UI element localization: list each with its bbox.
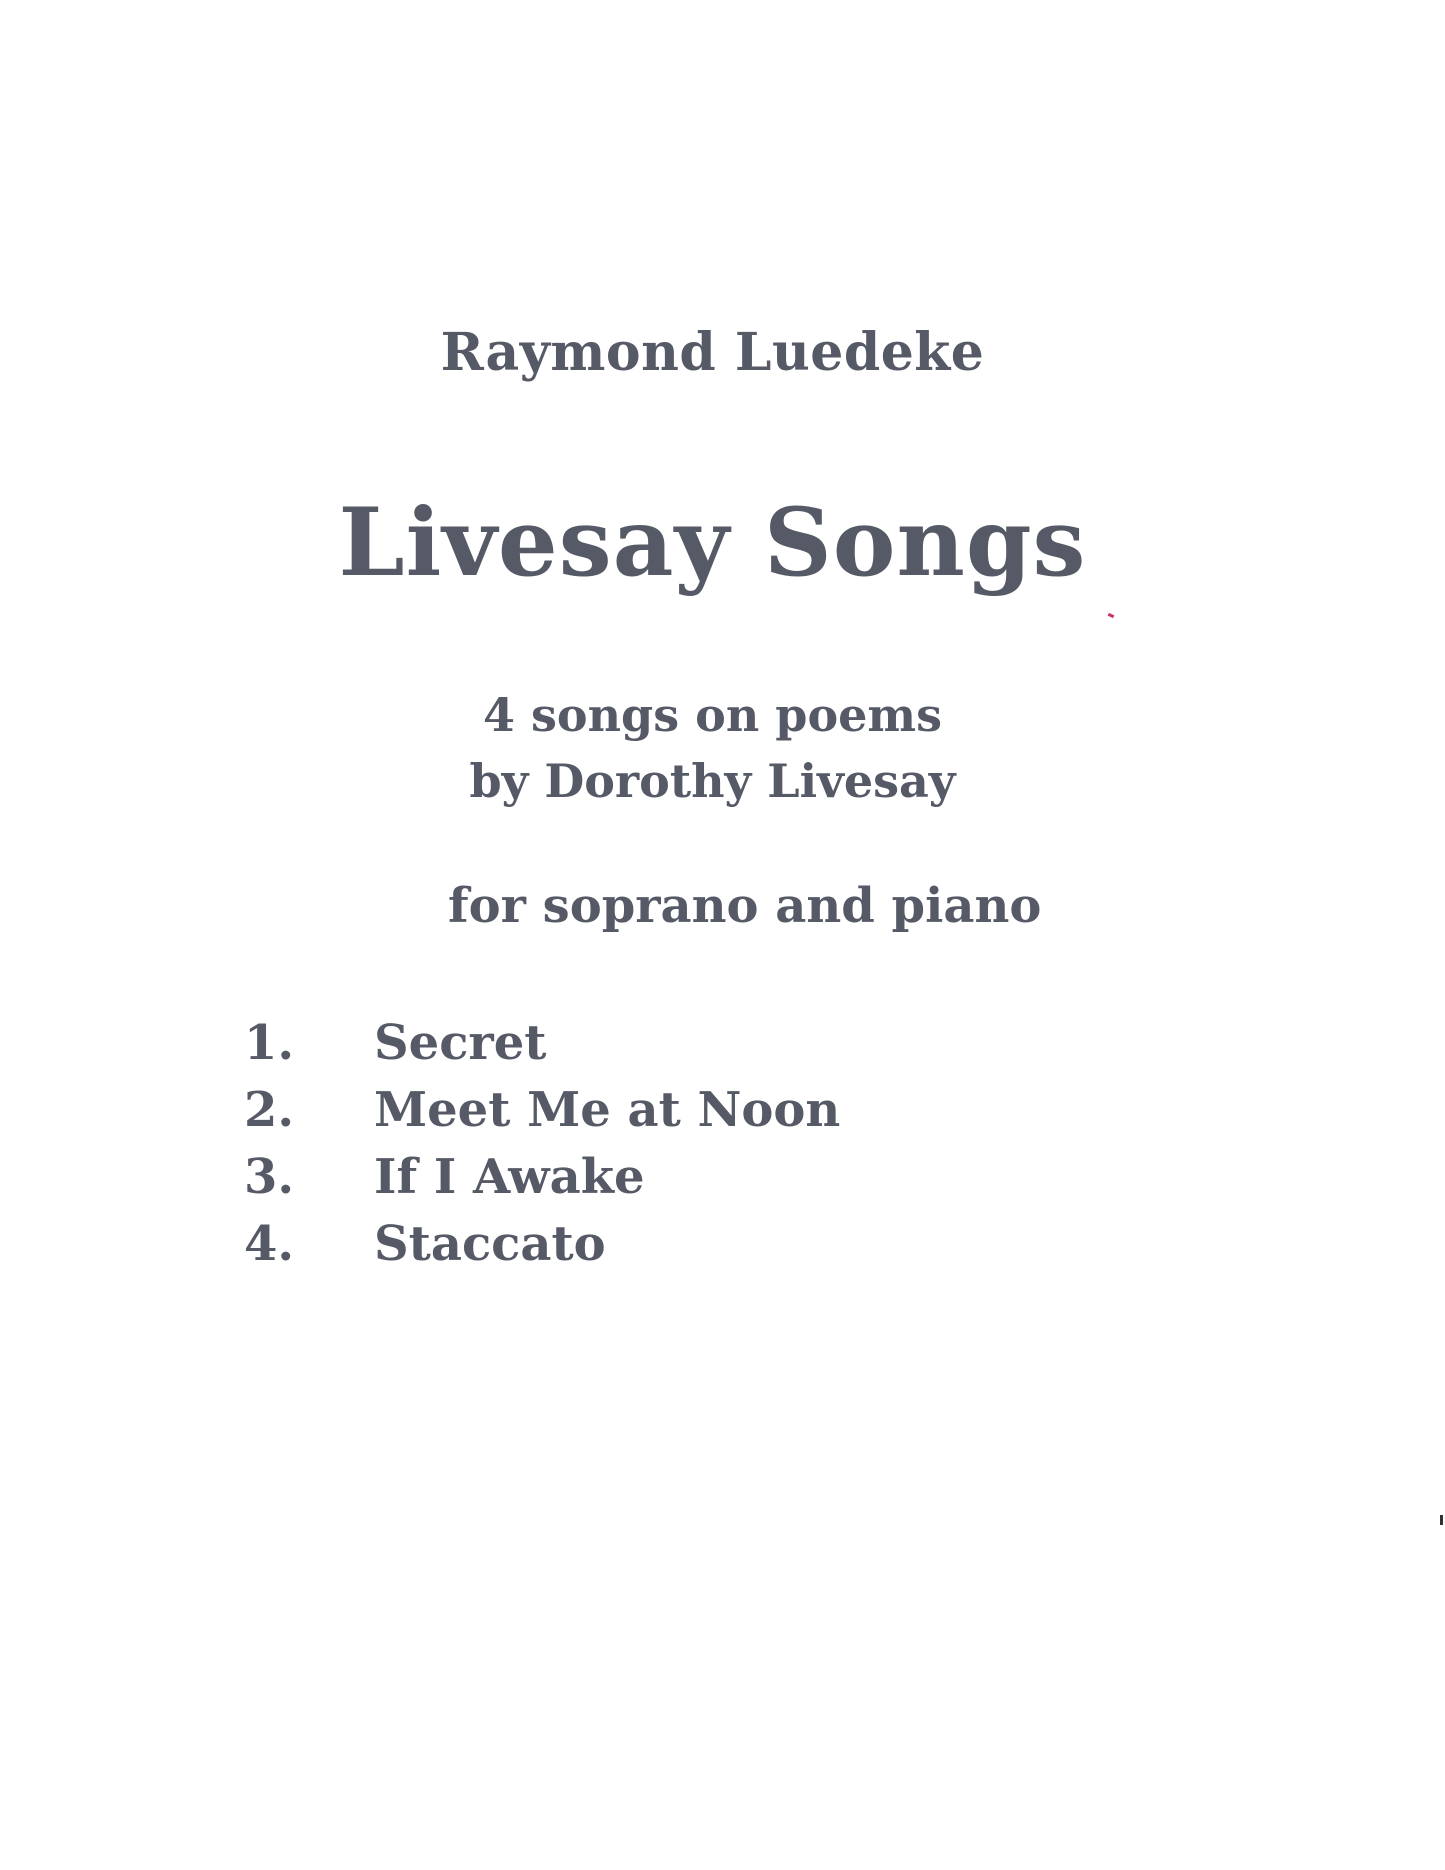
scan-edge-mark (1440, 1515, 1443, 1525)
subtitle (0, 682, 1425, 814)
song-list (244, 1010, 840, 1278)
song-title: Meet Me at Noon (374, 1082, 841, 1138)
subtitle-line-1: 4 songs on poems (483, 688, 942, 742)
subtitle-line-2: by Dorothy Livesay (469, 754, 956, 808)
song-number: 3. (244, 1149, 295, 1205)
song-item (244, 1144, 840, 1211)
song-item (244, 1010, 840, 1077)
song-title: Secret (374, 1015, 547, 1071)
work-title: Livesay Songs (338, 488, 1087, 598)
song-number: 1. (244, 1015, 295, 1071)
scoring-line: for soprano and piano (448, 878, 1042, 934)
song-item (244, 1211, 840, 1278)
song-item (244, 1077, 840, 1144)
composer-name: Raymond Luedeke (440, 322, 985, 383)
ink-speck (1108, 613, 1115, 618)
song-number: 2. (244, 1082, 295, 1138)
song-title: Staccato (374, 1216, 606, 1272)
song-title: If I Awake (374, 1149, 645, 1205)
song-number: 4. (244, 1216, 295, 1272)
